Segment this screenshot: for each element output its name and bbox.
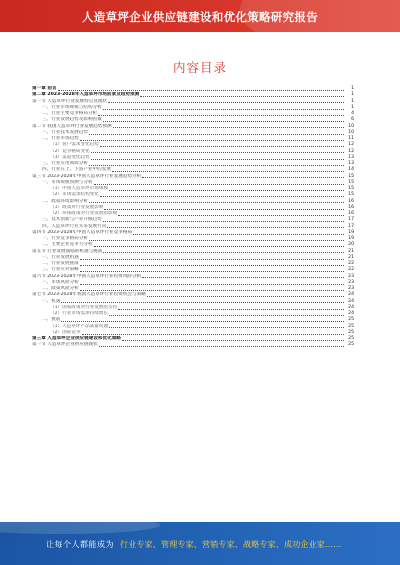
toc-entry-title: 一、行业技术发展趋势 [42, 129, 88, 135]
toc-entry-title: 二、行业主要竞争格局分析 [42, 111, 98, 116]
toc-entry-title: 二、行业市场趋势 [42, 136, 79, 141]
toc-entry-page: 10 [348, 129, 354, 135]
toc-entry-title: 第三章 人造草坪企业供应链建设和优化策略 [32, 336, 121, 341]
toc-entry-title: （2）竞争格局变化 [50, 148, 90, 154]
toc-leader-dots [80, 140, 344, 141]
toc-leader-dots [80, 259, 344, 260]
toc-entry-title: 第四节 2023-2028年中国人造草坪行业竞争格局 [32, 229, 133, 235]
toc-entry-page: 23 [348, 273, 354, 279]
toc-entry-page: 16 [348, 204, 354, 210]
toc-entry-title: 第二节 我国人造草坪行业发展趋势预测 [32, 123, 112, 129]
toc-entry-page: 17 [348, 217, 354, 223]
toc-leader-dots [89, 240, 344, 241]
toc-entry-page: 16 [348, 211, 354, 216]
toc-entry-title: （1）中国人造草坪市场规模 [50, 186, 109, 191]
toc-entry-page: 25 [348, 329, 354, 335]
toc-entry-title: 二、挑战 [42, 317, 61, 323]
toc-entry-page: 11 [348, 136, 354, 141]
toc-entry-title: 一、市场风险分析 [42, 279, 79, 285]
toc-entry-title: 第一章 前言 [32, 86, 57, 91]
toc-leader-dots [140, 96, 344, 97]
toc-entry-title: （2）行业市场需求持续增长 [50, 311, 109, 316]
toc-entry-page: 1 [351, 104, 354, 110]
toc-entry-page: 24 [348, 311, 354, 316]
toc-entry-title: 一、行业竞争格局分析 [42, 236, 88, 241]
toc-entry-page: 21 [348, 254, 354, 260]
toc-leader-dots [58, 90, 344, 91]
footer-slogan-right: 行业专家、管理专家、营销专家、战略专家、成功企业家…… [120, 540, 342, 549]
toc-entry-page: 13 [348, 161, 354, 166]
footer-slogan-left: 让每个人都能成为 [46, 540, 114, 549]
toc-entry-page: 24 [348, 298, 354, 304]
toc-entry-title: 第七节 2023-2028年我国人造草坪行业投资机会与策略 [32, 292, 146, 298]
toc-leader-dots [99, 346, 344, 347]
toc-entry-title: 三、行业发展趋势及影响因素 [42, 117, 102, 123]
toc-entry-page: 17 [348, 223, 354, 229]
toc-entry-page: 22 [348, 267, 354, 273]
toc-leader-dots [104, 209, 344, 210]
toc-leader-dots [147, 296, 344, 297]
toc-entry-title: （1）国家政策对行业发展的支持 [50, 304, 118, 310]
toc-entry-title: 一、行业发展机遇 [42, 254, 79, 260]
toc-entry-title: 第五节 行业发展面临的机遇与挑战 [32, 248, 103, 254]
toc-leader-dots [103, 221, 344, 222]
toc-leader-dots [89, 202, 344, 203]
toc-entry-title: 一、市场规模预测与分析 [42, 179, 93, 185]
toc-entry-title: 四、人造草坪行业未来发展方向 [42, 223, 107, 229]
toc-entry-page: 14 [348, 167, 354, 173]
toc-entry-page: 21 [348, 248, 354, 254]
toc-leader-dots [109, 190, 344, 191]
toc-leader-dots [112, 171, 344, 172]
toc-leader-dots [142, 277, 344, 278]
toc-entry-title: （2）环保政策对行业发展的影响 [50, 211, 118, 216]
toc-entry-title: 二、政策风险分析 [42, 286, 79, 291]
toc-entry-title: （2）国际竞争 [50, 329, 81, 335]
toc-entry-title: 三、行业应对策略 [42, 267, 79, 273]
toc-entry-page: 1 [351, 92, 354, 98]
toc-entry-page: 25 [348, 317, 354, 323]
toc-entry-title: 三、技术创新与产业升级趋势 [42, 217, 102, 223]
toc-entry-title: 第六节 2023-2028年中国人造草坪行业投资风险分析 [32, 273, 142, 279]
toc-entry-page: 12 [348, 148, 354, 154]
toc-leader-dots [80, 265, 344, 266]
toc-entry-page: 15 [348, 173, 354, 179]
toc-heading: 内容目录 [172, 60, 227, 75]
toc-entry-page: 23 [348, 286, 354, 291]
toc-entry-title: 一、机遇 [42, 298, 61, 304]
toc-entry[interactable] [32, 342, 354, 348]
toc-entry-title: （1）人造草坪产品质量问题 [50, 323, 109, 329]
toc-entry-title: 第三节 2023-2028年中国人造草坪行业发展趋势分析 [32, 173, 142, 179]
toc-entry-page: 24 [348, 304, 354, 310]
toc-entry-page: 19 [348, 229, 354, 235]
toc-leader-dots [80, 290, 344, 291]
toc-leader-dots [98, 115, 344, 116]
toc-leader-dots [82, 334, 345, 335]
toc-leader-dots [103, 109, 344, 110]
toc-leader-dots [118, 215, 344, 216]
toc-leader-dots [61, 321, 344, 322]
toc-entry-page: 25 [348, 342, 354, 348]
toc-entry-page: 6 [351, 117, 354, 123]
toc-entry-title: 第一节 人造草坪行业发展特点及现状 [32, 98, 107, 104]
toc-leader-dots [89, 165, 344, 166]
toc-entry-page: 25 [348, 336, 354, 341]
toc-leader-dots [80, 271, 344, 272]
toc-leader-dots [103, 121, 344, 122]
report-title: 人造草坪企业供应链建设和优化策略研究报告 [82, 10, 318, 24]
toc-entry-title: 第一节 人造草坪企业供应链现状 [32, 342, 98, 348]
toc-leader-dots [118, 309, 344, 310]
toc-leader-dots [122, 340, 344, 341]
toc-entry-title: 二、主要企业竞争力分析 [42, 242, 93, 248]
toc-entry-title: （1）政策对行业发展影响 [50, 204, 104, 210]
toc-entry-title: （1）客户需求变化趋势 [50, 142, 99, 148]
toc-entry-page: 20 [348, 242, 354, 248]
toc-entry-page: 25 [348, 323, 354, 329]
toc-entry-page: 10 [348, 123, 354, 129]
toc-entry-page: 19 [348, 236, 354, 241]
toc-leader-dots [142, 177, 344, 178]
toc-entry-page: 24 [348, 292, 354, 298]
toc-entry-title: （3）渠道变化趋势 [50, 154, 90, 160]
toc-leader-dots [91, 159, 344, 160]
toc-entry-title: 二、行业发展挑战 [42, 261, 79, 266]
toc-leader-dots [133, 234, 344, 235]
toc-entry-title: 第二章 2023-2028年人造草坪市场前景及趋势预测 [32, 92, 140, 98]
toc-entry-page: 15 [348, 179, 354, 185]
toc-entry-page: 15 [348, 192, 354, 198]
toc-entry-page: 12 [348, 142, 354, 148]
toc-leader-dots [100, 146, 344, 147]
toc-leader-dots [61, 302, 344, 303]
toc-leader-dots [91, 152, 344, 153]
toc-entry-title: 二、政策环境影响分析 [42, 198, 88, 204]
toc-entry-title: 一、行业市场规模与结构分析 [42, 104, 102, 110]
toc-leader-dots [89, 134, 344, 135]
toc-leader-dots [100, 196, 344, 197]
toc-entry-page: 13 [348, 154, 354, 160]
toc-leader-dots [113, 127, 344, 128]
toc-entry-title: （2）市场需求结构变化 [50, 192, 99, 198]
toc-leader-dots [107, 227, 344, 228]
toc-leader-dots [109, 327, 344, 328]
toc-entry-page: 23 [348, 279, 354, 285]
toc-leader-dots [80, 284, 344, 285]
table-of-contents [32, 86, 354, 349]
toc-leader-dots [109, 315, 344, 316]
toc-entry-page: 16 [348, 198, 354, 204]
toc-leader-dots [108, 102, 344, 103]
toc-entry-page: 1 [351, 98, 354, 104]
toc-entry-page: 22 [348, 261, 354, 266]
toc-leader-dots [103, 252, 344, 253]
toc-entry-page: 15 [348, 186, 354, 191]
report-header-banner [0, 0, 400, 32]
toc-entry-title: 四、行业在上、下游产业中的发展 [42, 167, 111, 173]
toc-entry-page: 1 [351, 86, 354, 91]
toc-entry-title: 三、行业应用领域分析 [42, 161, 88, 166]
footer-banner [0, 522, 400, 565]
toc-leader-dots [94, 184, 344, 185]
toc-entry-page: 4 [351, 111, 354, 116]
toc-leader-dots [94, 246, 344, 247]
